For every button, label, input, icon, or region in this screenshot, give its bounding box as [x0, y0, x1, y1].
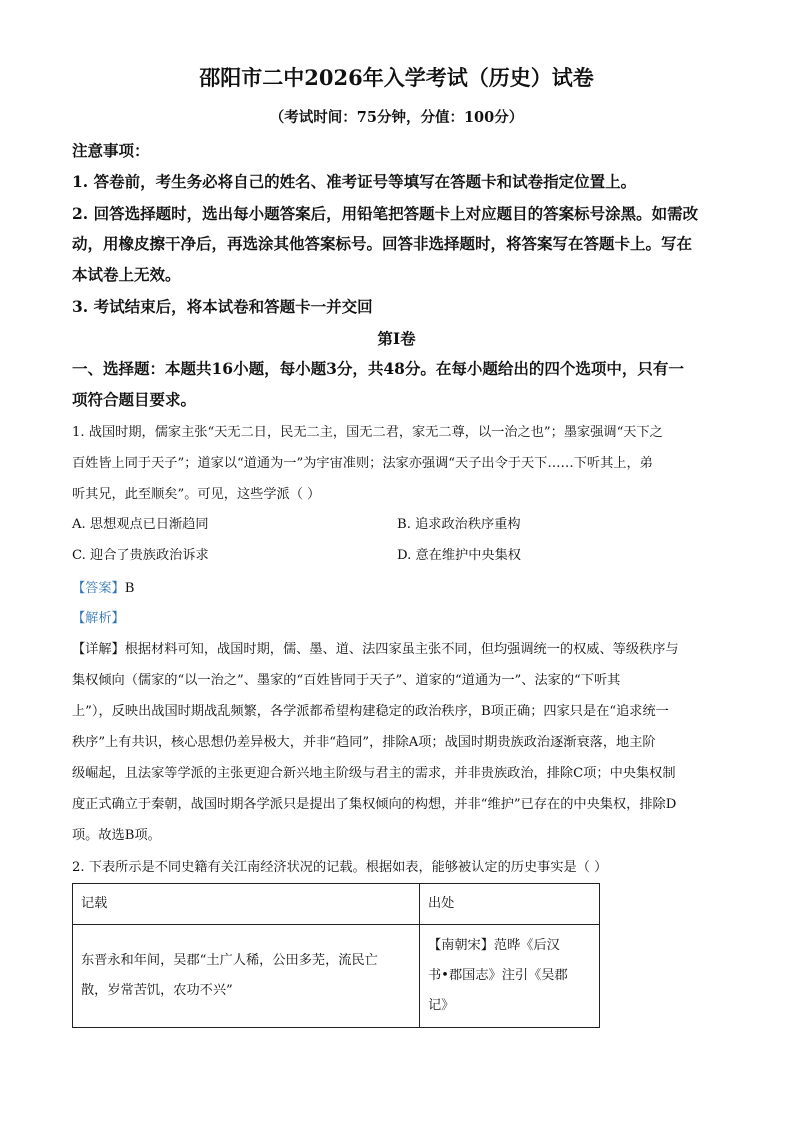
q1-stem-line-1: 1. 战国时期，儒家主张“天无二日，民无二主，国无二君，家无二尊，以一治之也”；墨家强调“天下之	[72, 425, 663, 440]
volume-heading: 第Ⅰ卷	[377, 329, 416, 348]
record-line-2: 散，岁常苦饥，农功不兴”	[81, 983, 233, 998]
section-heading-line-1: 一、选择题：本题共16小题，每小题3分，共48分。在每小题给出的四个选项中，只有一	[72, 359, 684, 378]
table-cell-record	[73, 925, 420, 1028]
source-line-1: 【南朝宋】范晔《后汉	[428, 938, 560, 953]
notes-line-5: 3. 考试结束后，将本试卷和答题卡一并交回	[72, 297, 373, 316]
q1-detail-line-1: 【详解】根据材料可知，战国时期，儒、墨、道、法四家虽主张不同，但均强调统一的权威、等级秩序与	[72, 642, 679, 657]
q1-stem-line-2: 百姓皆上同于天子”；道家以“道通为一”为宇宙准则；法家亦强调“天子出令于天下……下听其上，弟	[72, 456, 653, 471]
q1-option-d: D. 意在维护中央集权	[397, 548, 521, 563]
table-header-row	[73, 884, 600, 925]
section-heading-line-2: 项符合题目要求。	[72, 390, 197, 409]
table-header-record: 记载	[73, 884, 420, 925]
q1-detail-line-7: 项。故选B项。	[72, 828, 161, 843]
notes-heading: 注意事项：	[72, 141, 150, 160]
q1-option-c: C. 迎合了贵族政治诉求	[72, 548, 209, 563]
q1-detail-line-3: 上”），反映出战国时期战乱频繁，各学派都希望构建稳定的政治秩序，B项正确；四家只是在“追求统一	[72, 704, 669, 719]
exam-subtitle: （考试时间：75分钟，分值：100分）	[269, 109, 524, 126]
q1-answer	[72, 577, 134, 596]
page-title: 邵阳市二中2026年入学考试（历史）试卷	[199, 65, 594, 90]
notes-line-2: 2. 回答选择题时，选出每小题答案后，用铅笔把答题卡上对应题目的答案标号涂黑。如需改	[72, 204, 699, 223]
notes-line-3: 动，用橡皮擦干净后，再选涂其他答案标号。回答非选择题时，将答案写在答题卡上。写在	[72, 234, 693, 253]
record-line-1: 东晋永和年间，吴郡“土广人稀，公田多芜，流民亡	[81, 953, 378, 968]
q2-source-table	[72, 883, 600, 1028]
source-line-2: 书•郡国志》注引《吴郡	[428, 968, 568, 983]
table-row	[73, 925, 600, 1028]
q1-stem-line-3: 听其兄，此至顺矣”。可见，这些学派（ ）	[72, 487, 321, 502]
q1-detail-line-5: 级崛起，且法家等学派的主张更迎合新兴地主阶级与君主的需求，并非贵族政治，排除C项；中央集权制	[72, 766, 676, 781]
notes-line-4: 本试卷上无效。	[72, 265, 181, 284]
notes-line-1: 1. 答卷前，考生务必将自己的姓名、准考证号等填写在答题卡和试卷指定位置上。	[72, 172, 637, 191]
q1-detail-line-4: 秩序”上有共识，核心思想仍差异极大，并非“趋同”，排除A项；战国时期贵族政治逐渐衰落，地主阶	[72, 735, 656, 750]
q1-detail-line-2: 集权倾向（儒家的“以一治之”、墨家的“百姓皆同于天子”、道家的“道通为一”、法家的“下听其	[72, 673, 621, 688]
q1-option-b: B. 追求政治秩序重构	[397, 517, 521, 532]
answer-label: 【答案】	[72, 581, 125, 596]
q1-detail-line-6: 度正式确立于秦朝，战国时期各学派只是提出了集权倾向的构想，并非“维护”已存在的中央集权，排除D	[72, 797, 677, 812]
q1-option-a: A. 思想观点已日渐趋同	[72, 517, 209, 532]
table-cell-source	[420, 925, 600, 1028]
q2-stem: 2. 下表所示是不同史籍有关江南经济状况的记载。根据如表，能够被认定的历史事实是（ ）	[72, 860, 608, 875]
analysis-label: 【解析】	[72, 611, 125, 626]
table-header-source: 出处	[420, 884, 600, 925]
source-line-3: 记》	[428, 998, 455, 1013]
answer-value: B	[124, 581, 135, 596]
